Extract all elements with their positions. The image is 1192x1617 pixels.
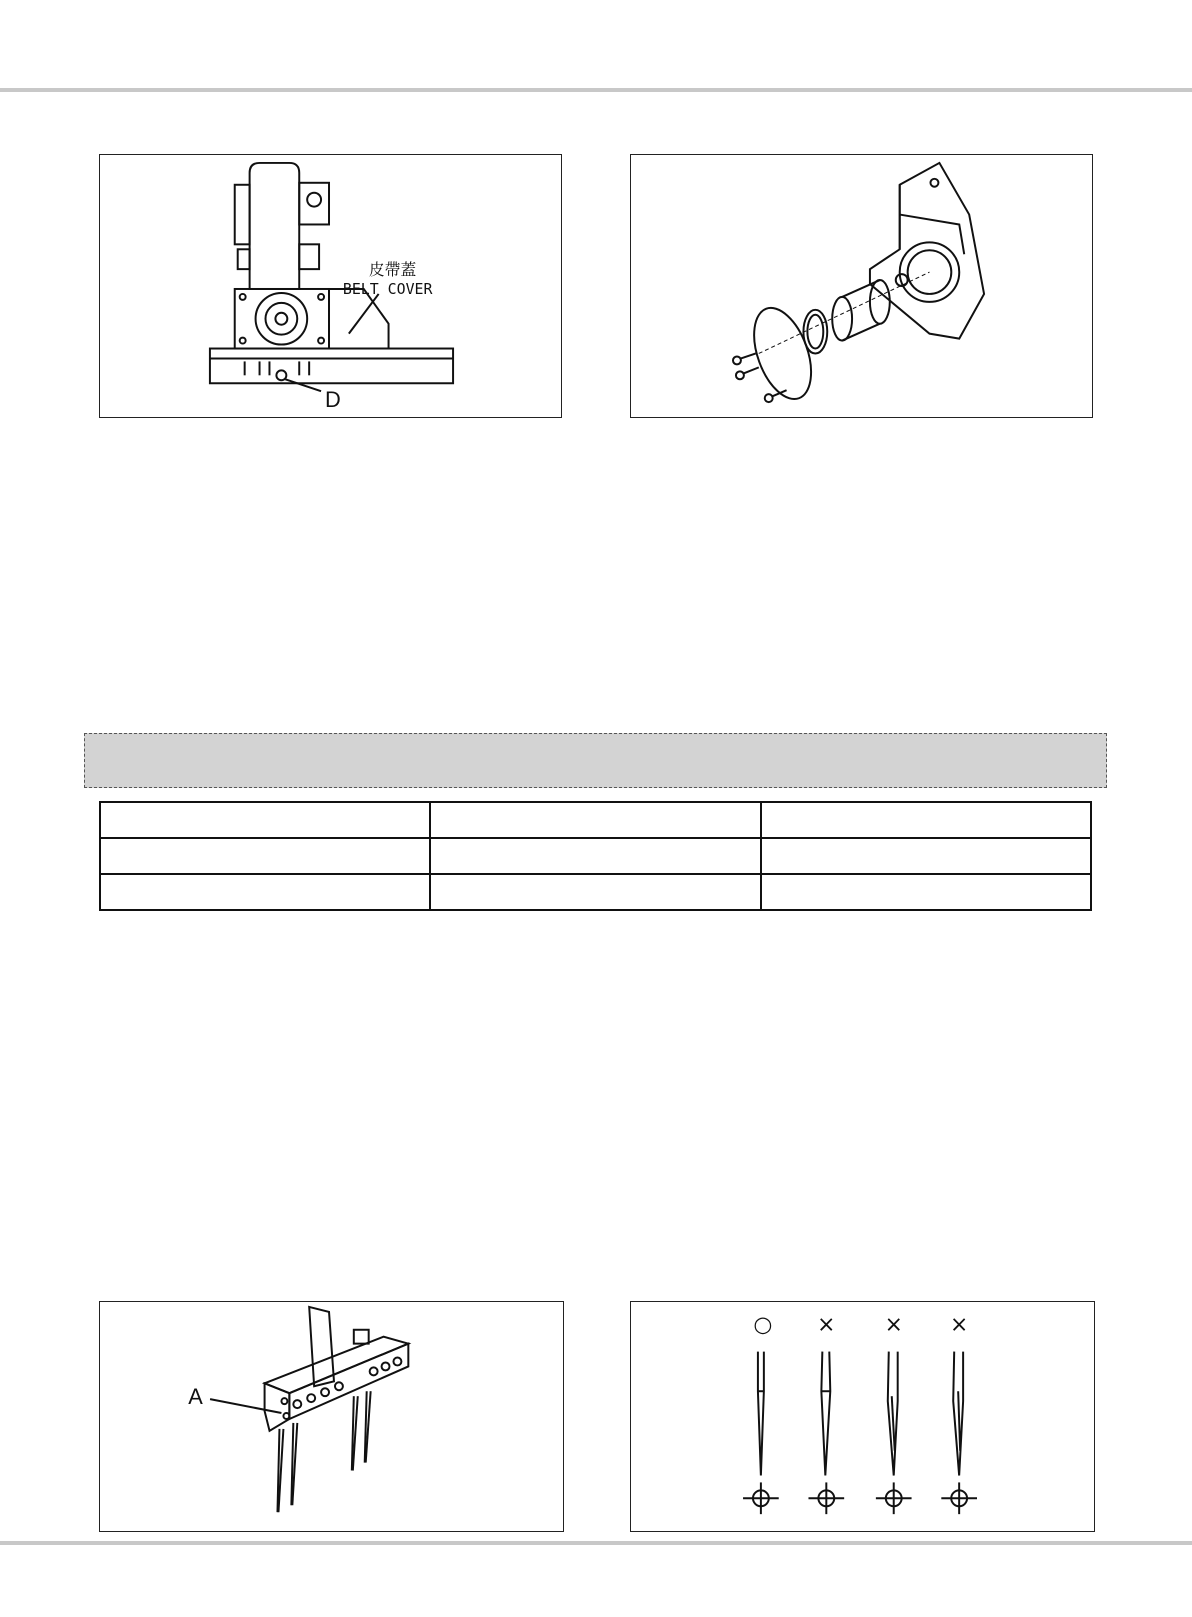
needle-mark-ok: ○ bbox=[753, 1312, 773, 1338]
table-cell bbox=[430, 874, 760, 910]
belt-cover-label-cn: 皮帶蓋 bbox=[368, 260, 417, 280]
table-cell bbox=[430, 802, 760, 838]
top-rule bbox=[0, 88, 1192, 92]
table-cell bbox=[430, 838, 760, 874]
table-row bbox=[100, 802, 1091, 838]
figure-needle-check bbox=[630, 1301, 1095, 1532]
table-cell bbox=[100, 874, 430, 910]
table-row bbox=[100, 874, 1091, 910]
needle-check-drawing bbox=[631, 1302, 1094, 1531]
belt-cover-callout-d: D bbox=[325, 387, 341, 413]
belt-cover-drawing bbox=[100, 155, 561, 417]
needle-mark-bad-1: × bbox=[817, 1312, 836, 1338]
belt-cover-label-en: BELT COVER bbox=[342, 279, 433, 298]
filter-drawing bbox=[631, 155, 1092, 417]
needle-mark-bad-3: × bbox=[950, 1312, 969, 1338]
needle-bar-callout-a: A bbox=[188, 1384, 203, 1410]
table-row bbox=[100, 838, 1091, 874]
figure-filter bbox=[630, 154, 1093, 418]
figure-belt-cover bbox=[99, 154, 562, 418]
table-cell bbox=[761, 802, 1091, 838]
table-cell bbox=[761, 838, 1091, 874]
needle-bar-drawing bbox=[100, 1302, 563, 1531]
bottom-rule bbox=[0, 1541, 1192, 1545]
table-cell bbox=[100, 802, 430, 838]
section-header-bar bbox=[84, 733, 1107, 788]
table-cell bbox=[761, 874, 1091, 910]
table-cell bbox=[100, 838, 430, 874]
figure-needle-bar bbox=[99, 1301, 564, 1532]
needle-mark-bad-2: × bbox=[884, 1312, 903, 1338]
spec-table bbox=[99, 801, 1092, 911]
